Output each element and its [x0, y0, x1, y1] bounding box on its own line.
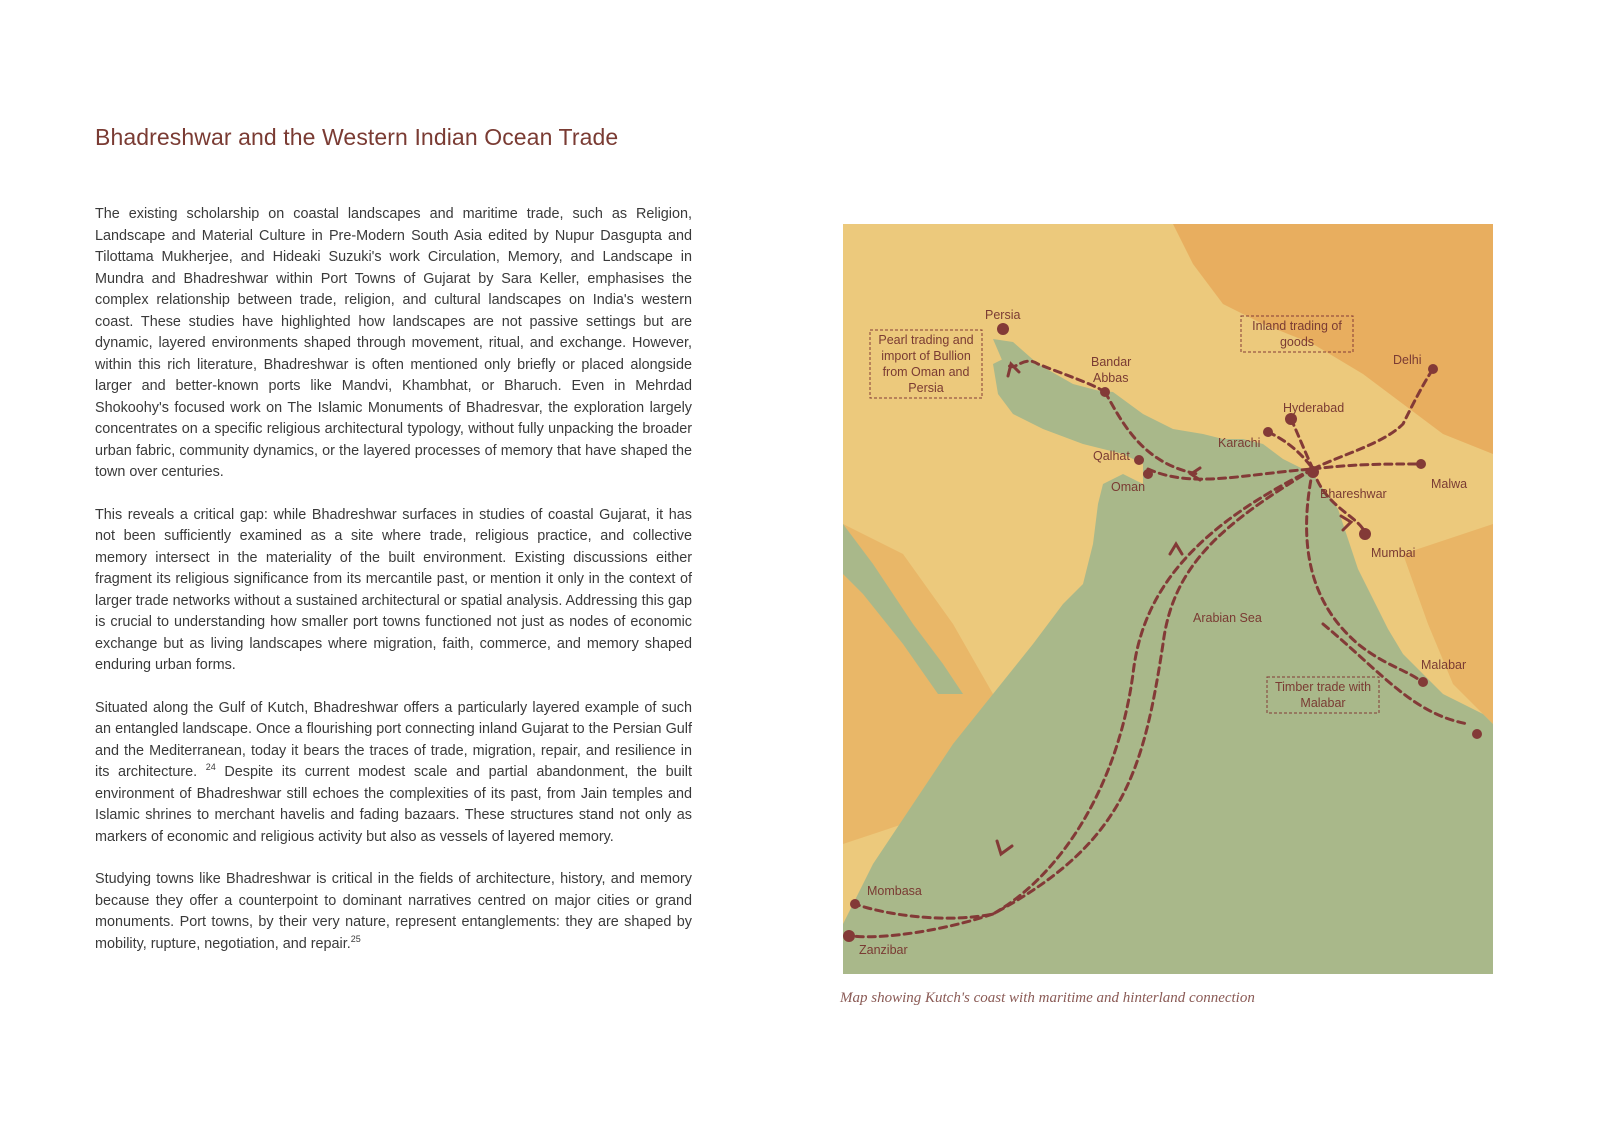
marker-mumbai: [1359, 528, 1371, 540]
note-timber-line1: Timber trade with: [1274, 680, 1372, 694]
label-persia: Persia: [985, 308, 1021, 322]
paragraph-4: [95, 869, 692, 955]
footnote-ref-25[interactable]: 25: [350, 933, 361, 944]
label-delhi: Delhi: [1393, 353, 1422, 367]
label-malabar: Malabar: [1421, 658, 1467, 672]
note-pearl-line2: import of Bullion: [881, 349, 971, 363]
label-karachi: Karachi: [1218, 436, 1261, 450]
label-arabian-sea: Arabian Sea: [1193, 611, 1262, 625]
footnote-ref-24[interactable]: 24: [205, 762, 216, 773]
label-zanzibar: Zanzibar: [859, 943, 908, 957]
paragraph-3: [95, 698, 692, 849]
body-text: [95, 204, 692, 976]
label-oman: Oman: [1111, 480, 1146, 494]
note-pearl-line1: Pearl trading and: [878, 333, 974, 347]
marker-qalhat: [1134, 455, 1144, 465]
label-bandar-abbas-line1: Bandar: [1091, 355, 1132, 369]
page-title: Bhadreshwar and the Western Indian Ocean Trade: [95, 124, 619, 150]
marker-delhi: [1428, 364, 1438, 374]
note-timber-line2: Malabar: [1300, 696, 1346, 710]
label-hyderabad: Hyderabad: [1283, 401, 1345, 415]
label-bandar-abbas-line2: Abbas: [1093, 371, 1129, 385]
label-mombasa: Mombasa: [867, 884, 922, 898]
paragraph-4-text: Studying towns like Bhadreshwar is critical in the fields of architecture, history, and memory because they offer a counterpoint to dominant narratives centred on major cities or grand monuments. Port towns, by their very nature, represent entanglements: they are shaped by mobility, rupture, negotiation, and repair.: [95, 871, 692, 952]
label-mumbai: Mumbai: [1371, 546, 1416, 560]
marker-malabar: [1418, 677, 1428, 687]
paragraph-1: The existing scholarship on coastal landscapes and maritime trade, such as Religion, Landscape and Material Culture in Pre-Modern South Asia edited by Nupur Dasgupta and Tilottama Mukherjee, and Hideaki Suzuki's work Circulation, Memory, and Landscape in Mundra and Bhadreshwar within Port Towns of Gujarat by Sara Keller, emphasises the complex relationship between trade, religion, and cultural landscapes on India's western coast. These studies have highlighted how landscapes are not passive settings but are dynamic, layered environments shaped through movement, ritual, and exchange. However, within this rich literature, Bhadreshwar is often mentioned only briefly or placed alongside larger and better-known ports like Mandvi, Khambhat, or Bharuch. Even in Mehrdad Shokoohy's focused work on The Islamic Monuments of Bhadresvar, the exploration largely concentrates on a specific religious architectural typology, without fully unpacking the broader urban fabric, community dynamics, or the layered processes of memory that have shaped the town over centuries.: [95, 206, 692, 480]
marker-zanzibar: [843, 930, 855, 942]
paragraph-3-text-after: Despite its current modest scale and partial abandonment, the built environment of Bhadreshwar still echoes the complexities of its past, from Jain temples and Islamic shrines to merchant havelis and fading bazaars. These structures stand not only as markers of economic and religious activity but also as vessels of layered memory.: [95, 764, 693, 845]
marker-kanyakumari: [1472, 729, 1482, 739]
marker-oman: [1143, 469, 1153, 479]
label-malwa: Malwa: [1431, 477, 1468, 491]
marker-karachi: [1263, 427, 1273, 437]
marker-malwa: [1416, 459, 1426, 469]
paragraph-3-text: Situated along the Gulf of Kutch, Bhadreshwar offers a particularly layered example of such an entangled landscape. Once a flourishing port connecting inland Gujarat to the Persian Gulf and the Mediterranean, today it bears the traces of trade, migration, repair, and resilience in its architecture.: [95, 699, 692, 780]
marker-mombasa: [850, 899, 860, 909]
trade-map: [843, 224, 1493, 974]
note-inland-line1: Inland trading of: [1252, 319, 1342, 333]
note-pearl-line4: Persia: [908, 381, 944, 395]
note-pearl-line3: from Oman and: [882, 365, 970, 379]
paragraph-2: This reveals a critical gap: while Bhadreshwar surfaces in studies of coastal Gujarat, it has not been sufficiently examined as a site where trade, religious practice, and collective memory intersect in the materiality of the built environment. Existing discussions either fragment its religious significance from its mercantile past, or mention it only in the context of larger trade networks without a sustained architectural or spatial analysis. Addressing this gap is crucial to understanding how smaller port towns functioned not just as nodes of economic exchange but as living landscapes where migration, faith, commerce, and memory shaped enduring urban forms.: [95, 506, 692, 673]
marker-bhareshwar: [1307, 466, 1319, 478]
label-qalhat: Qalhat: [1093, 449, 1130, 463]
marker-bandar-abbas: [1100, 387, 1110, 397]
map-caption: Map showing Kutch's coast with maritime and hinterland connection: [840, 990, 1255, 1006]
note-inland-line2: goods: [1279, 335, 1315, 349]
label-bhareshwar: Bhareshwar: [1320, 487, 1387, 501]
marker-persia: [997, 323, 1009, 335]
